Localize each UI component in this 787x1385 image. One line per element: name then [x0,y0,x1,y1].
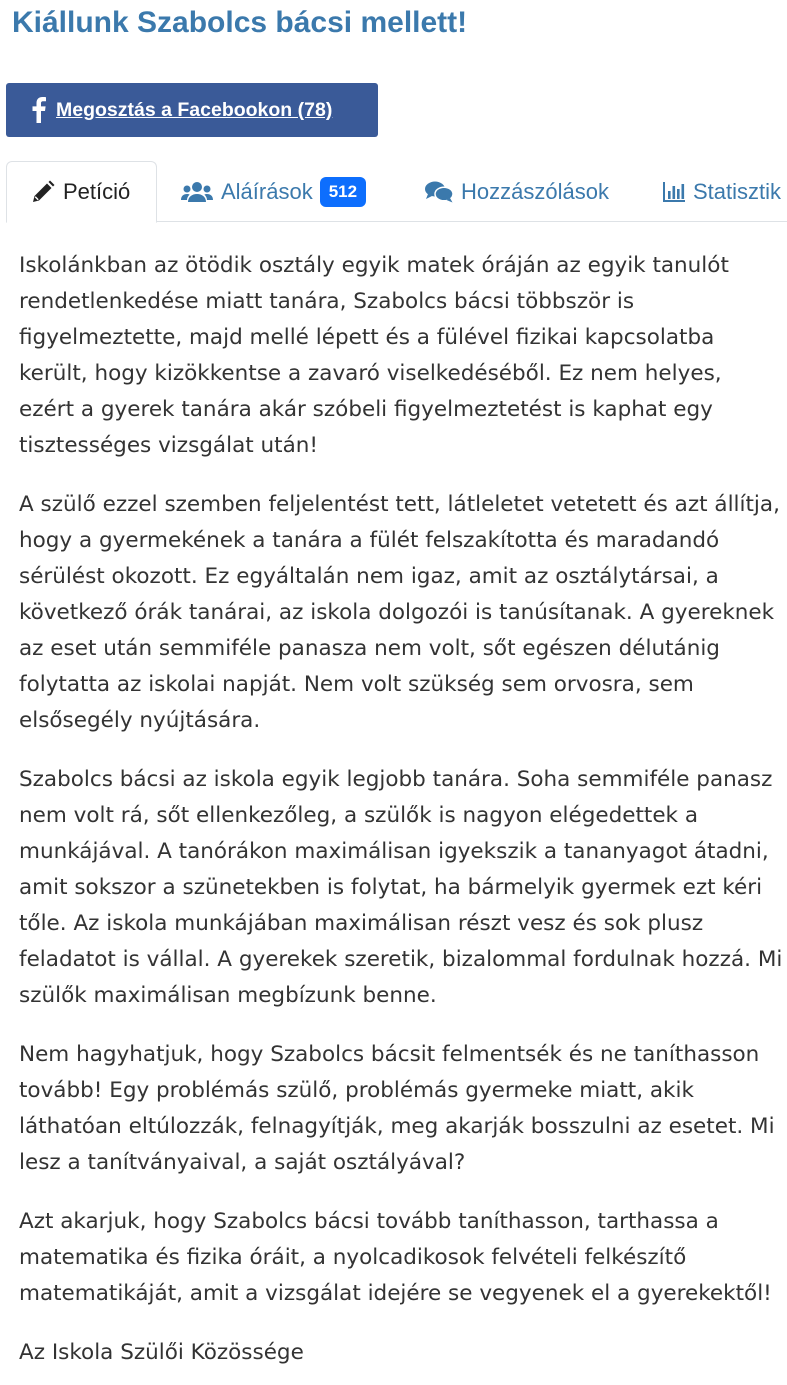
tab-petition-label: Petíció [63,179,131,204]
facebook-share-label: Megosztás a Facebookon (78) [56,98,333,121]
petition-signature: Az Iskola Szülői Közössége [19,1340,304,1365]
tab-signatures[interactable] [181,161,366,222]
tab-comments[interactable] [425,161,609,222]
comments-icon [425,181,453,203]
petition-paragraph: Nem hagyhatjuk, hogy Szabolcs bácsit felmentsék és ne taníthasson tovább! Egy problémás szülő, problémás gyermeke miatt, akik láthatóan eltúlozzák, felnagyítják, meg akarják bosszulni az esetet. Mi lesz a tanítványaival, a saját osztályával? [19,1042,775,1175]
signature-count-badge: 512 [320,177,366,207]
petition-paragraph: A szülő ezzel szemben feljelentést tett, látleletet vetetett és azt állítja, hogy a gyermekének a tanára a fülét felszakította és maradandó sérülést okozott. Ez egyáltalán nem igaz, amit az osztálytársai, a következő órák tanárai, az iskola dolgozói is tanúsítanak. A gyereknek az eset után semmiféle panasza nem volt, sőt egészen délutánig folytatta az iskolai napját. Nem volt szükség sem orvosra, sem elsősegély nyújtására. [19,492,780,733]
chart-bar-icon [663,182,685,202]
tab-statistics-label: Statisztik [693,178,782,204]
petition-paragraph: Azt akarjuk, hogy Szabolcs bácsi tovább taníthasson, tarthassa a matematika és fizika óráit, a nyolcadikosok felvételi felkészítő matematikáját, amit a vizsgálat idejére se vegyenek el a gyerekektől! [19,1209,772,1306]
petition-paragraph: Szabolcs bácsi az iskola egyik legjobb tanára. Soha semmiféle panasz nem volt rá, sőt ellenkezőleg, a szülők is nagyon elégedettek a munkájával. A tanórákon maximálisan igyekszik a tananyagot átadni, amit sokszor a szünetekben is folytat, ha bármelyik gyermek ezt kéri tőle. Az iskola munkájában maximálisan részt vesz és sok plusz feladatot is vállal. A gyerekek szeretik, bizalommal fordulnak hozzá. Mi szülők maximálisan megbízunk benne. [19,767,783,1008]
pencil-icon [31,180,55,204]
tab-comments-label: Hozzászólások [461,178,609,204]
tab-statistics[interactable] [663,161,781,222]
petition-text [19,248,783,1385]
tab-petition[interactable] [6,161,157,223]
facebook-icon [32,97,50,123]
facebook-share-button[interactable] [6,83,378,137]
page-title: Kiállunk Szabolcs bácsi mellett! [12,6,468,39]
petition-tabs [6,161,787,222]
users-icon [181,181,213,203]
petition-paragraph: Iskolánkban az ötödik osztály egyik matek óráján az egyik tanulót rendetlenkedése miatt tanára, Szabolcs bácsi többször is figyelmeztette, majd mellé lépett és a fülével fizikai kapcsolatba került, hogy kizökkentse a zavaró viselkedéséből. Ez nem helyes, ezért a gyerek tanára akár szóbeli figyelmeztetést is kaphat egy tisztességes vizsgálat után! [19,253,729,458]
tab-signatures-label: Aláírások [221,178,313,204]
